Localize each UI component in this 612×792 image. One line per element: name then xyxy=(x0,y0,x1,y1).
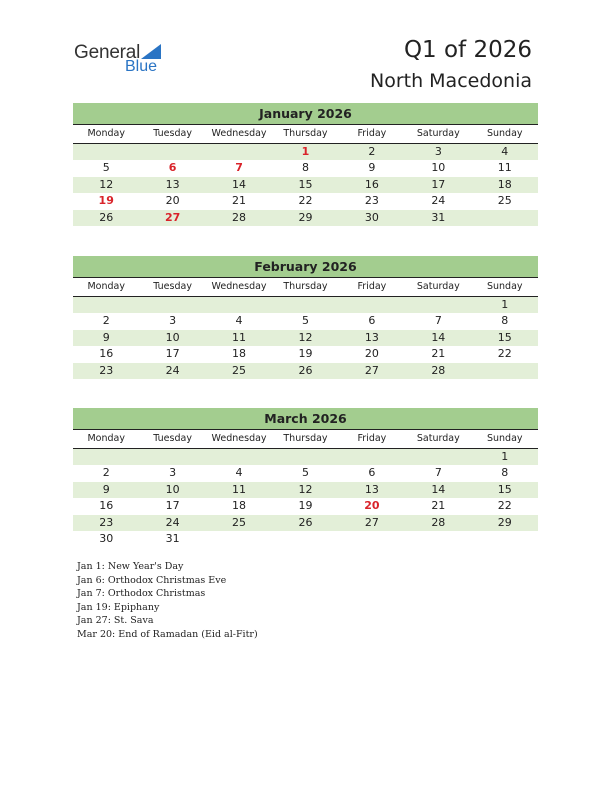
day-cell: 30 xyxy=(364,210,379,224)
day-cell: 18 xyxy=(232,499,247,513)
day-cell: 11 xyxy=(497,161,512,175)
month-calendar-february xyxy=(73,256,538,379)
day-cell: 9 xyxy=(368,161,376,175)
holiday-note: Jan 1: New Year's Day xyxy=(77,561,184,572)
day-cell: 17 xyxy=(165,347,180,361)
weekday-header-row xyxy=(73,278,538,297)
country-subtitle: North Macedonia xyxy=(369,70,532,92)
day-cell: 8 xyxy=(501,314,509,328)
day-cell: 10 xyxy=(431,161,446,175)
day-cell: 7 xyxy=(434,314,442,328)
day-cell xyxy=(405,297,471,313)
day-cell: 31 xyxy=(431,210,446,224)
holiday-note: Mar 20: End of Ramadan (Eid al-Fitr) xyxy=(77,628,258,640)
day-cell: 30 xyxy=(99,531,114,545)
day-cell xyxy=(339,297,405,313)
week-row xyxy=(73,210,538,226)
day-cell xyxy=(405,449,471,465)
week-row xyxy=(73,177,538,193)
day-cell xyxy=(206,449,272,465)
day-cell: 5 xyxy=(301,466,309,480)
day-cell: 24 xyxy=(165,363,180,377)
weekday-label: Wednesday xyxy=(211,281,267,292)
day-cell: 27 xyxy=(164,210,181,224)
week-row xyxy=(73,193,538,209)
day-cell: 15 xyxy=(298,177,313,191)
day-cell: 7 xyxy=(235,161,243,175)
day-cell: 27 xyxy=(364,515,379,529)
week-row xyxy=(73,449,538,465)
day-cell xyxy=(405,531,471,547)
weeks xyxy=(73,449,538,547)
day-cell xyxy=(73,144,139,160)
day-cell xyxy=(339,531,405,547)
holiday-note: Jan 19: Epiphany xyxy=(77,601,160,613)
day-cell: 5 xyxy=(301,314,309,328)
day-cell xyxy=(472,210,538,226)
week-row xyxy=(73,531,538,547)
month-title: February 2026 xyxy=(73,256,538,278)
day-cell xyxy=(139,144,205,160)
day-cell: 25 xyxy=(232,363,247,377)
month-calendar-march xyxy=(73,408,538,547)
day-cell: 27 xyxy=(364,363,379,377)
week-row xyxy=(73,313,538,329)
weekday-label: Thursday xyxy=(283,128,328,139)
day-cell: 3 xyxy=(169,314,177,328)
day-cell: 13 xyxy=(165,177,180,191)
day-cell: 19 xyxy=(298,499,313,513)
day-cell xyxy=(139,449,205,465)
day-cell: 29 xyxy=(497,515,512,529)
day-cell: 20 xyxy=(165,194,180,208)
day-cell: 9 xyxy=(102,482,110,496)
day-cell xyxy=(472,363,538,379)
day-cell: 17 xyxy=(165,499,180,513)
week-row xyxy=(73,160,538,176)
day-cell xyxy=(139,297,205,313)
holiday-notes xyxy=(77,560,258,641)
weekday-label: Sunday xyxy=(486,128,523,139)
day-cell: 16 xyxy=(364,177,379,191)
day-cell: 1 xyxy=(501,298,509,311)
day-cell: 24 xyxy=(165,515,180,529)
day-cell: 12 xyxy=(298,330,313,344)
logo-blue-text: Blue xyxy=(125,58,158,75)
day-cell xyxy=(206,531,272,547)
week-row xyxy=(73,330,538,346)
logo-triangle-icon xyxy=(141,44,161,59)
day-cell: 3 xyxy=(169,466,177,480)
day-cell: 24 xyxy=(431,194,446,208)
weekday-label: Monday xyxy=(87,128,125,139)
day-cell: 6 xyxy=(168,161,177,175)
day-cell: 22 xyxy=(298,194,313,208)
day-cell: 26 xyxy=(99,210,114,224)
week-row xyxy=(73,465,538,481)
day-cell: 25 xyxy=(232,515,247,529)
weekday-header-row xyxy=(73,430,538,449)
day-cell xyxy=(206,297,272,313)
holiday-note: Jan 7: Orthodox Christmas xyxy=(77,588,206,599)
day-cell: 4 xyxy=(235,314,243,328)
day-cell: 14 xyxy=(431,330,446,344)
weekday-label: Saturday xyxy=(416,128,460,139)
day-cell: 12 xyxy=(99,177,114,191)
week-row xyxy=(73,482,538,498)
day-cell xyxy=(73,449,139,465)
weekday-label: Thursday xyxy=(283,433,328,444)
day-cell: 23 xyxy=(364,194,379,208)
weekday-label: Tuesday xyxy=(153,433,192,444)
weekday-label: Friday xyxy=(357,433,387,444)
day-cell: 2 xyxy=(102,314,110,328)
day-cell: 15 xyxy=(497,482,512,496)
day-cell: 20 xyxy=(364,347,379,361)
day-cell: 23 xyxy=(99,515,114,529)
weeks xyxy=(73,144,538,226)
weekday-label: Monday xyxy=(87,433,125,444)
logo-general-text: General xyxy=(74,42,141,63)
day-cell: 25 xyxy=(497,194,512,208)
day-cell: 15 xyxy=(497,330,512,344)
day-cell: 22 xyxy=(497,347,512,361)
weekday-header-row xyxy=(73,125,538,144)
day-cell: 11 xyxy=(232,330,247,344)
weekday-label: Tuesday xyxy=(153,128,192,139)
weekday-label: Thursday xyxy=(283,281,328,292)
day-cell xyxy=(272,449,338,465)
day-cell: 7 xyxy=(434,466,442,480)
weekday-label: Monday xyxy=(87,281,125,292)
day-cell: 2 xyxy=(368,145,376,158)
day-cell: 5 xyxy=(102,161,110,175)
day-cell: 13 xyxy=(364,330,379,344)
day-cell: 20 xyxy=(364,499,380,513)
day-cell: 28 xyxy=(431,515,446,529)
day-cell: 11 xyxy=(232,482,247,496)
day-cell: 16 xyxy=(99,499,114,513)
weekday-label: Sunday xyxy=(486,433,523,444)
weekday-label: Sunday xyxy=(486,281,523,292)
day-cell: 17 xyxy=(431,177,446,191)
weekday-label: Wednesday xyxy=(211,433,267,444)
month-title: March 2026 xyxy=(73,408,538,430)
day-cell: 12 xyxy=(298,482,313,496)
day-cell: 26 xyxy=(298,363,313,377)
day-cell: 8 xyxy=(301,161,309,175)
day-cell: 13 xyxy=(364,482,379,496)
page-title: Q1 of 2026 xyxy=(403,37,532,63)
week-row xyxy=(73,515,538,531)
day-cell: 16 xyxy=(99,347,114,361)
day-cell xyxy=(339,449,405,465)
weekday-label: Saturday xyxy=(416,281,460,292)
weekday-label: Friday xyxy=(357,128,387,139)
day-cell: 4 xyxy=(235,466,243,480)
weekday-label: Tuesday xyxy=(153,281,192,292)
weeks xyxy=(73,297,538,379)
day-cell: 18 xyxy=(232,347,247,361)
day-cell: 4 xyxy=(501,145,509,158)
weekday-label: Friday xyxy=(357,281,387,292)
day-cell: 9 xyxy=(102,330,110,344)
day-cell: 18 xyxy=(497,177,512,191)
week-row xyxy=(73,144,538,160)
holiday-note: Jan 6: Orthodox Christmas Eve xyxy=(77,574,227,586)
week-row xyxy=(73,363,538,379)
day-cell xyxy=(73,297,139,313)
holiday-note: Jan 27: St. Sava xyxy=(77,615,154,626)
week-row xyxy=(73,297,538,313)
day-cell: 3 xyxy=(434,145,442,158)
day-cell: 21 xyxy=(232,194,247,208)
day-cell: 26 xyxy=(298,515,313,529)
day-cell xyxy=(206,144,272,160)
day-cell: 2 xyxy=(102,466,110,480)
day-cell: 19 xyxy=(298,347,313,361)
weekday-label: Wednesday xyxy=(211,128,267,139)
day-cell: 21 xyxy=(431,499,446,513)
day-cell: 14 xyxy=(232,177,247,191)
day-cell: 1 xyxy=(501,450,509,463)
day-cell: 22 xyxy=(497,499,512,513)
day-cell: 29 xyxy=(298,210,313,224)
day-cell: 21 xyxy=(431,347,446,361)
day-cell: 28 xyxy=(431,363,446,377)
day-cell: 10 xyxy=(165,482,180,496)
day-cell xyxy=(272,297,338,313)
day-cell: 31 xyxy=(165,531,180,545)
day-cell xyxy=(472,531,538,547)
day-cell: 19 xyxy=(98,194,114,208)
day-cell xyxy=(272,531,338,547)
weekday-label: Saturday xyxy=(416,433,460,444)
month-calendar-january xyxy=(73,103,538,226)
day-cell: 28 xyxy=(232,210,247,224)
day-cell: 23 xyxy=(99,363,114,377)
day-cell: 6 xyxy=(368,314,376,328)
month-title: January 2026 xyxy=(73,103,538,125)
day-cell: 1 xyxy=(301,145,310,158)
week-row xyxy=(73,498,538,514)
day-cell: 8 xyxy=(501,466,509,480)
week-row xyxy=(73,346,538,362)
day-cell: 10 xyxy=(165,330,180,344)
day-cell: 6 xyxy=(368,466,376,480)
generalblue-logo xyxy=(74,42,158,75)
day-cell: 14 xyxy=(431,482,446,496)
